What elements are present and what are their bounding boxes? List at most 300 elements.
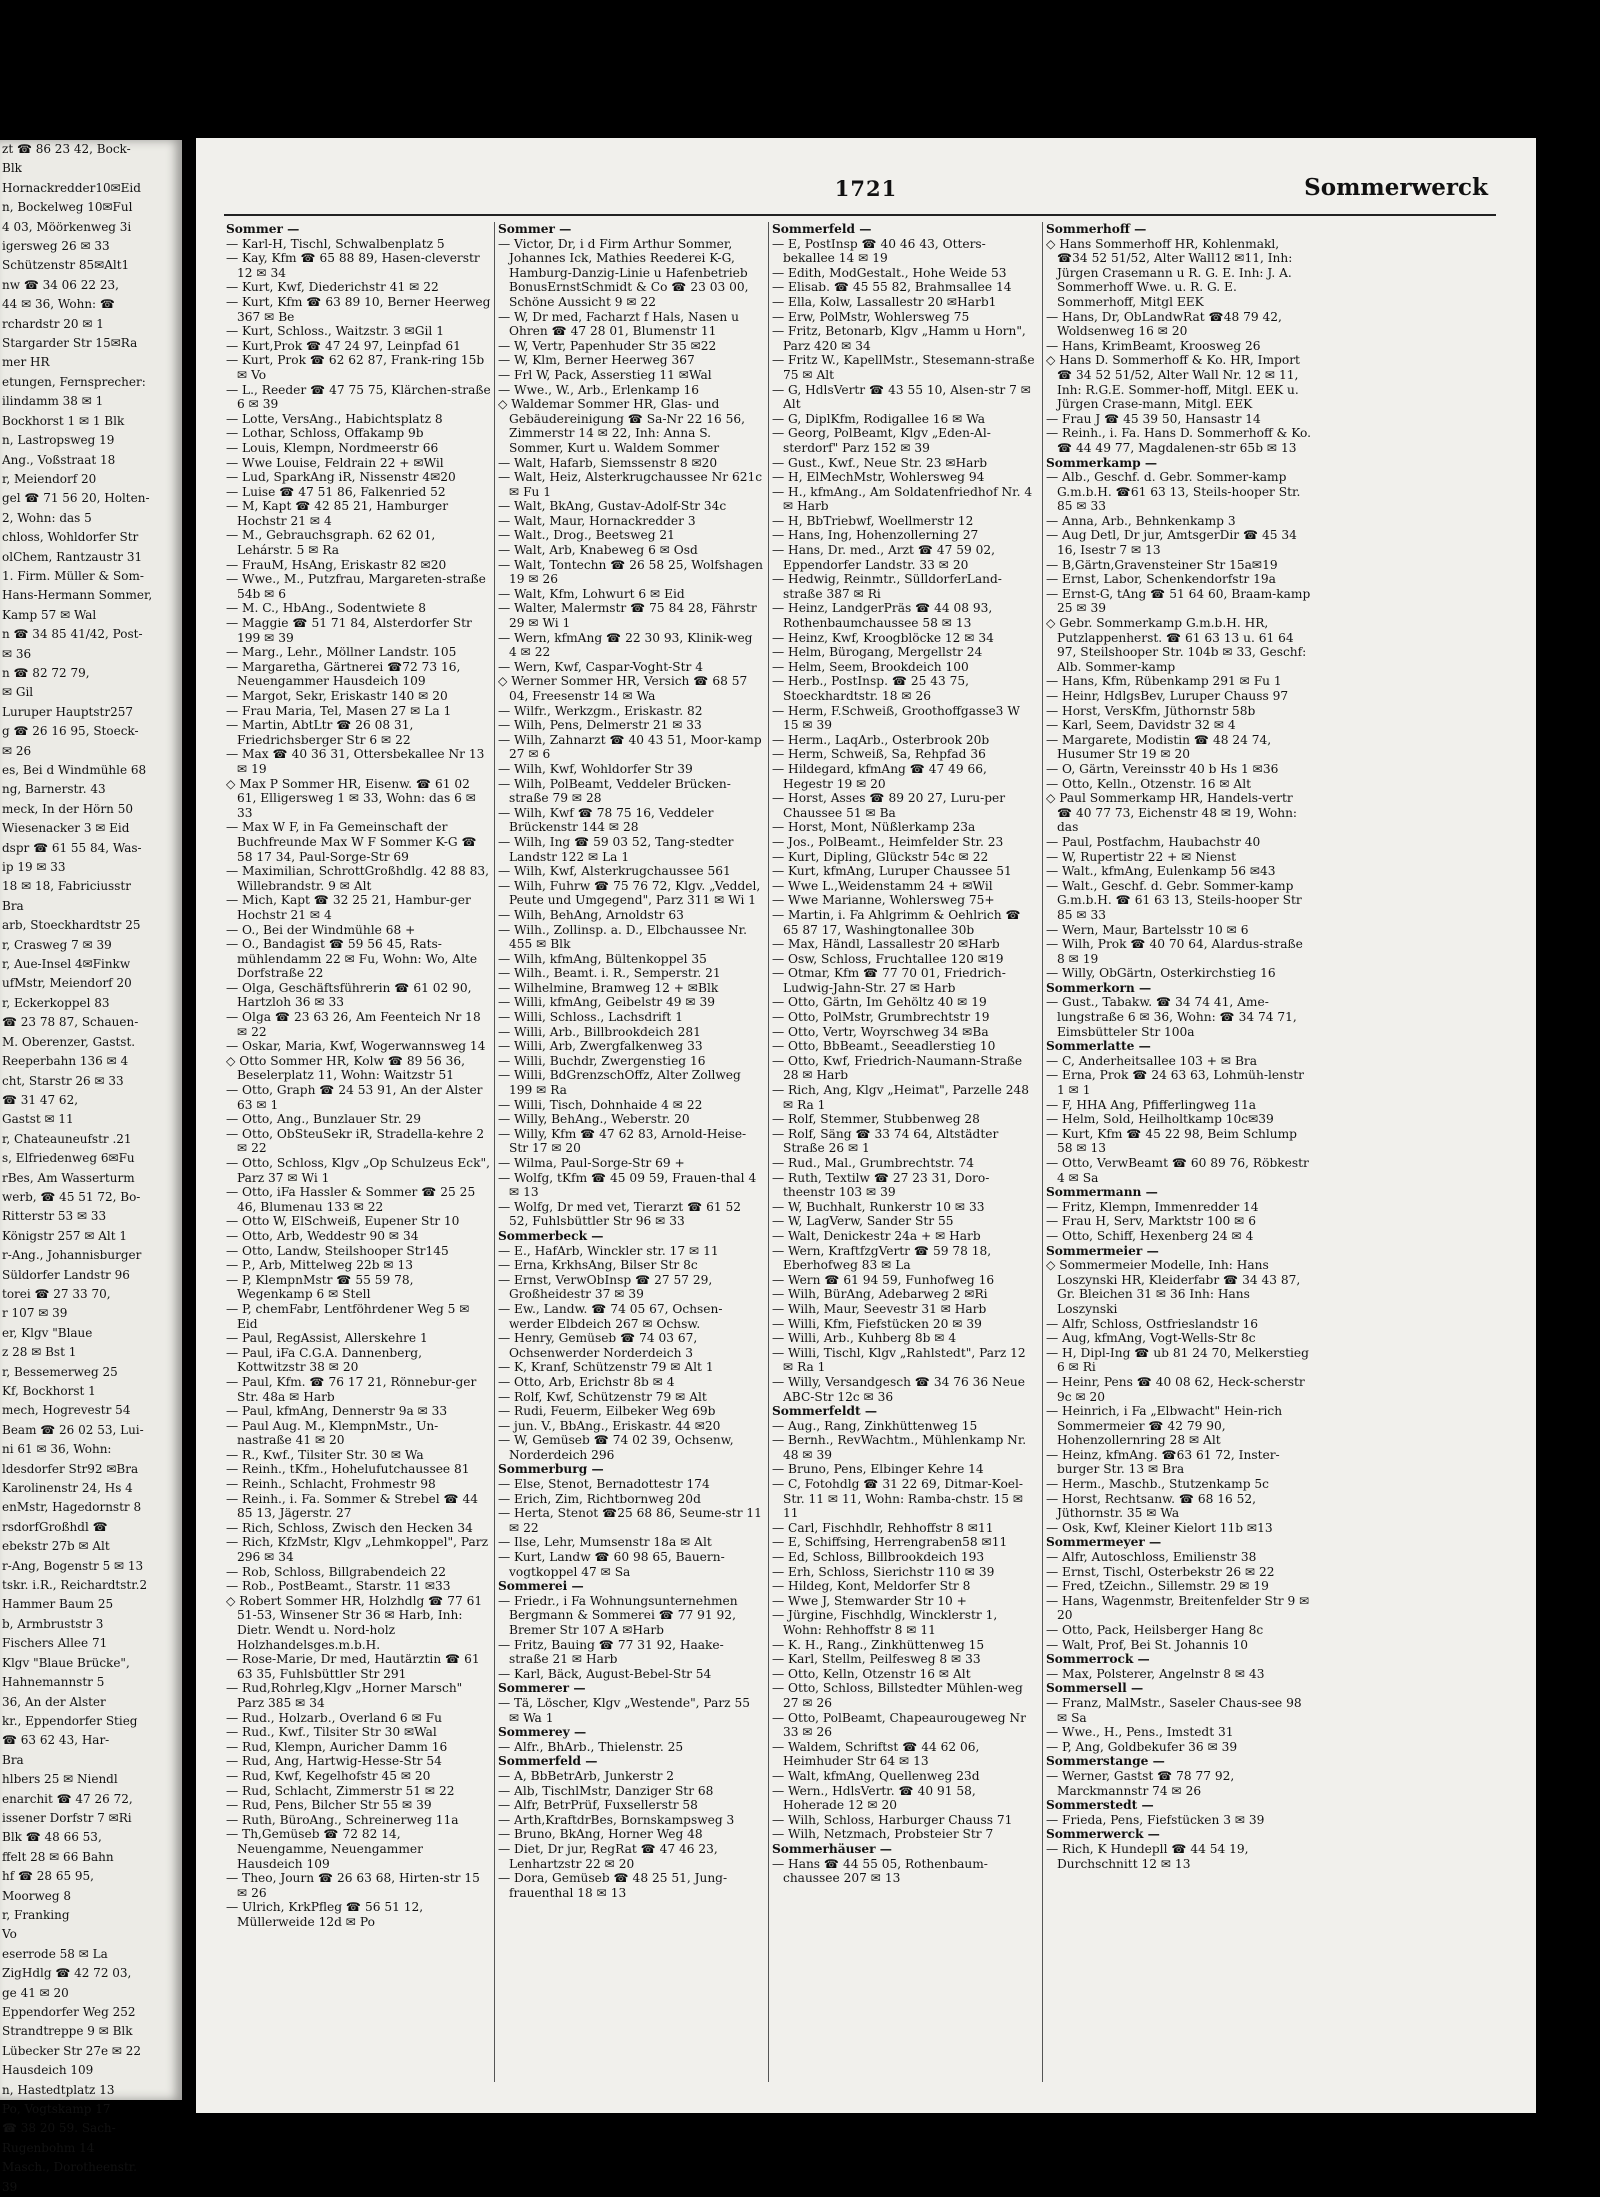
- directory-entry: — Willi, BdGrenzschOffz, Alter Zollweg 199 ✉ Ra: [498, 1068, 741, 1098]
- directory-entry: ◇ Max P Sommer HR, Eisenw. ☎ 61 02 61, Elligersweg 1 ✉ 33, Wohn: das 6 ✉ 33: [226, 776, 476, 820]
- directory-entry: — Otto, Kelln., Otzenstr. 16 ✉ Alt: [1046, 776, 1252, 791]
- left-page-line: dspr ☎ 61 55 84, Was-: [2, 840, 142, 855]
- left-page-line: r 107 ✉ 39: [2, 1306, 68, 1321]
- left-page-line: cht, Starstr 26 ✉ 33: [2, 1073, 124, 1088]
- surname-heading: Sommerfeldt —: [772, 1404, 878, 1419]
- left-page-line: ldesdorfer Str92 ✉Bra: [2, 1461, 139, 1476]
- directory-entry: — Herm., Maschb., Stutzenkamp 5c: [1046, 1477, 1269, 1492]
- directory-entry: — Margarete, Modistin ☎ 48 24 74, Husumer Str 19 ✉ 20: [1046, 732, 1272, 762]
- directory-entry: — W, Klm, Berner Heerweg 367: [498, 353, 695, 368]
- directory-entry: — P., Arb, Mittelweg 22b ✉ 13: [226, 1258, 413, 1273]
- directory-entry: — Horst, Mont, Nüßlerkamp 23a: [772, 820, 976, 835]
- directory-entry: — Hans, KrimBeamt, Kroosweg 26: [1046, 338, 1261, 353]
- directory-entry: — Rud., Holzarb., Overland 6 ✉ Fu: [226, 1710, 442, 1725]
- directory-entry: — Wwe L.,Weidenstamm 24 + ✉Wil: [772, 878, 993, 893]
- directory-entry: — Rich, KfzMstr, Klgv „Lehmkoppel", Parz 296 ✉ 34: [226, 1535, 489, 1565]
- directory-entry: — Wern, Kwf, Caspar-Voght-Str 4: [498, 659, 703, 674]
- left-page-line: Königstr 257 ✉ Alt 1: [2, 1228, 128, 1243]
- directory-entry: — Olga, Geschäftsführerin ☎ 61 02 90, Hartzloh 36 ✉ 33: [226, 980, 472, 1010]
- directory-entry: — Martin, AbtLtr ☎ 26 08 31, Friedrichsberger Str 6 ✉ 22: [226, 718, 414, 747]
- left-page-line: n, Bockelweg 10✉Ful: [2, 200, 133, 215]
- directory-entry: — Wilfr., Werkzgm., Eriskastr. 82: [498, 703, 703, 718]
- left-page-line: Ritterstr 53 ✉ 33: [2, 1209, 107, 1224]
- directory-entry: — Erich, Zim, Richtbornweg 20d: [498, 1491, 701, 1506]
- left-page-line: ZigHdlg ☎ 42 72 03,: [2, 1966, 132, 1981]
- directory-entry: — Rolf, Kwf, Schützenstr 79 ✉ Alt: [498, 1389, 707, 1404]
- directory-entry: — Otto, Schiff, Hexenberg 24 ✉ 4: [1046, 1228, 1254, 1243]
- left-page-line: rsdorfGroßhdl ☎: [2, 1519, 108, 1534]
- directory-entry: — Kurt, Schloss., Waitzstr. 3 ✉Gil 1: [226, 324, 444, 339]
- directory-column-4: [1046, 222, 1311, 2092]
- directory-entry: — Hans, Dr, ObLandwRat ☎48 79 42, Woldsenweg 16 ✉ 20: [1046, 309, 1282, 339]
- directory-entry: — R., Kwf., Tilsiter Str. 30 ✉ Wa: [226, 1447, 424, 1462]
- directory-entry: — Kurt, Kfm ☎ 45 22 98, Beim Schlump 58 ✉ 13: [1046, 1126, 1297, 1156]
- surname-heading: Sommerer —: [498, 1681, 586, 1696]
- directory-entry: — Rud, Klempn, Auricher Damm 16: [226, 1739, 448, 1754]
- directory-entry: — Hildegard, kfmAng ☎ 47 49 66, Hegestr 19 ✉ 20: [772, 761, 987, 791]
- left-page-line: r, Eckerkoppel 83: [2, 995, 110, 1010]
- directory-entry: — W, Vertr, Papenhuder Str 35 ✉22: [498, 338, 717, 353]
- left-page-line: 44 ✉ 36, Wohn: ☎: [2, 297, 115, 312]
- directory-entry: — E, PostInsp ☎ 40 46 43, Otters-bekallee 14 ✉ 19: [772, 236, 986, 266]
- directory-entry: — Ruth, BüroAng., Schreinerweg 11a: [226, 1812, 459, 1827]
- directory-entry: — Georg, PolBeamt, Klgv „Eden-Al-sterdorf" Parz 152 ✉ 39: [772, 426, 991, 455]
- directory-entry: — Erw, PolMstr, Wohlersweg 75: [772, 309, 970, 324]
- directory-entry: — Kurt, Kfm ☎ 63 89 10, Berner Heerweg 367 ✉ Be: [226, 294, 491, 324]
- column-divider: [1042, 222, 1043, 2082]
- directory-entry: — Wilh, Kwf, Wohldorfer Str 39: [498, 761, 693, 776]
- directory-entry: — Gust., Tabakw. ☎ 34 74 41, Ame-lungstraße 6 ✉ 36, Wohn: ☎ 34 74 71, Eimsbütteler Str 100a: [1046, 995, 1297, 1039]
- directory-entry: — Kurt,Prok ☎ 47 24 97, Leinpfad 61: [226, 338, 461, 353]
- left-page-line: ☎ 23 78 87, Schauen-: [2, 1015, 139, 1030]
- directory-entry: — Walter, Malermstr ☎ 75 84 28, Fährstr 29 ✉ Wi 1: [498, 601, 757, 631]
- surname-heading: Sommermann —: [1046, 1185, 1158, 1200]
- left-page-line: 39: [2, 2179, 18, 2194]
- directory-entry: — Bernh., RevWachtm., Mühlenkamp Nr. 48 ✉ 39: [772, 1433, 1027, 1462]
- directory-entry: — Gust., Kwf., Neue Str. 23 ✉Harb: [772, 455, 988, 470]
- directory-entry: — Ernst-G, tAng ☎ 51 64 60, Braam-kamp 25 ✉ 39: [1046, 586, 1311, 616]
- left-page-line: issener Dorfstr 7 ✉Ri: [2, 1810, 132, 1825]
- directory-entry: — L., Reeder ☎ 47 75 75, Klärchen-straße 6 ✉ 39: [226, 382, 491, 412]
- directory-column-1: [226, 222, 491, 2092]
- directory-entry: — Herm., LaqArb., Osterbrook 20b: [772, 732, 990, 747]
- directory-entry: — Olga ☎ 23 63 26, Am Feenteich Nr 18 ✉ 22: [226, 1010, 481, 1039]
- directory-entry: — Wern, kfmAng ☎ 22 30 93, Klinik-weg 4 ✉ 22: [498, 630, 753, 660]
- surname-heading: Sommer —: [226, 222, 300, 236]
- directory-entry: — Wilh, Schloss, Harburger Chauss 71: [772, 1812, 1013, 1827]
- surname-heading: Sommerrock —: [1046, 1652, 1150, 1667]
- left-page-line: r, Crasweg 7 ✉ 39: [2, 937, 112, 952]
- directory-entry: — E., HafArb, Winckler str. 17 ✉ 11: [498, 1243, 719, 1258]
- directory-entry: — Rud, Pens, Bilcher Str 55 ✉ 39: [226, 1798, 432, 1813]
- left-page-line: 18 ✉ 18, Fabriciusstr: [2, 879, 131, 894]
- directory-entry: — Kurt, Landw ☎ 60 98 65, Bauern-vogtkoppel 47 ✉ Sa: [498, 1550, 725, 1579]
- left-page-line: z 28 ✉ Bst 1: [2, 1345, 77, 1360]
- directory-entry: ◇ Werner Sommer HR, Versich ☎ 68 57 04, Freesenstr 14 ✉ Wa: [498, 674, 748, 703]
- left-page-line: Reeperbahn 136 ✉ 4: [2, 1054, 129, 1069]
- surname-heading: Sommerey —: [498, 1725, 587, 1740]
- directory-entry: — H, BbTriebwf, Woellmerstr 12: [772, 513, 974, 528]
- directory-entry: — Willi, Schloss., Lachsdrift 1: [498, 1010, 683, 1025]
- surname-heading: Sommermeyer —: [1046, 1535, 1162, 1550]
- left-page-line: mech, Hogrevestr 54: [2, 1403, 131, 1418]
- left-page-line: r-Ang., Johannisburger: [2, 1248, 142, 1263]
- directory-entry: — Otto, Arb, Erichstr 8b ✉ 4: [498, 1374, 675, 1389]
- directory-entry: — Hildeg, Kont, Meldorfer Str 8: [772, 1579, 971, 1594]
- left-page-line: ✉ 36: [2, 646, 32, 661]
- directory-entry: — Fritz, Betonarb, Klgv „Hamm u Horn", Parz 420 ✉ 34: [772, 324, 1026, 353]
- directory-entry: — Paul, iFa C.G.A. Dannenberg, Kottwitzstr 38 ✉ 20: [226, 1345, 422, 1375]
- left-page-line: 2, Wohn: das 5: [2, 510, 92, 525]
- left-page-line: meck, In der Hörn 50: [2, 801, 133, 816]
- left-page-line: Po, Vogtskamp 17: [2, 2102, 111, 2117]
- directory-entry: — Willi, Tischl, Klgv „Rahlstedt", Parz 12 ✉ Ra 1: [772, 1345, 1026, 1375]
- directory-entry: — Rich, Schloss, Zwisch den Hecken 34: [226, 1520, 473, 1535]
- directory-entry: — Heinz, LandgerPräs ☎ 44 08 93, Rothenbaumchaussee 58 ✉ 13: [772, 601, 993, 631]
- directory-entry: — Ernst, VerwObInsp ☎ 27 57 29, Großheidestr 37 ✉ 39: [498, 1272, 713, 1302]
- directory-entry: — Herm, F.Schweiß, Groothoffgasse3 W 15 ✉ 39: [772, 703, 1020, 733]
- directory-entry: — Otmar, Kfm ☎ 77 70 01, Friedrich-Ludwig-Jahn-Str. 27 ✉ Harb: [772, 966, 1006, 995]
- directory-entry: — Rud., Kwf., Tilsiter Str 30 ✉Wal: [226, 1725, 437, 1740]
- left-page-line: mer HR: [2, 355, 50, 370]
- directory-entry: — Hans, Kfm, Rübenkamp 291 ✉ Fu 1: [1046, 674, 1282, 689]
- surname-heading: Sommerwerck —: [1046, 1827, 1160, 1842]
- directory-entry: — Walt., Geschf. d. Gebr. Sommer-kamp G.m.b.H. ☎ 61 63 13, Steils-hooper Str 85 ✉ 33: [1046, 878, 1302, 922]
- directory-entry: — Bruno, Pens, Elbinger Kehre 14: [772, 1462, 984, 1477]
- directory-entry: — Paul, kfmAng, Dennerstr 9a ✉ 33: [226, 1404, 448, 1419]
- directory-entry: — Heinrich, i Fa „Elbwacht" Hein-rich Sommermeier ☎ 42 79 90, Hohenzollernring 28 ✉ Alt: [1046, 1404, 1283, 1448]
- directory-entry: — Erna, KrkhsAng, Bilser Str 8c: [498, 1258, 698, 1273]
- directory-entry: — Aug, kfmAng, Vogt-Wells-Str 8c: [1046, 1331, 1256, 1346]
- left-page-line: Hahnemannstr 5: [2, 1675, 105, 1690]
- directory-entry: — Rich, Ang, Klgv „Heimat", Parzelle 248 ✉ Ra 1: [772, 1083, 1029, 1112]
- directory-entry: — Osk, Kwf, Kleiner Kielort 11b ✉13: [1046, 1520, 1273, 1535]
- left-page-line: Luruper Hauptstr257: [2, 704, 133, 719]
- left-page-line: nw ☎ 34 06 22 23,: [2, 277, 119, 292]
- left-page-line: Hornackredder10✉Eid: [2, 180, 141, 195]
- directory-entry: — Wilh, Kwf, Alsterkrugchaussee 561: [498, 864, 731, 879]
- directory-entry: — Willi, Buchdr, Zwergenstieg 16: [498, 1053, 706, 1068]
- left-page-line: Moorweg 8: [2, 1888, 71, 1903]
- directory-entry: — Otto, Kelln, Otzenstr 16 ✉ Alt: [772, 1666, 971, 1681]
- directory-entry: — Wilh, Ing ☎ 59 03 52, Tang-stedter Landstr 122 ✉ La 1: [498, 834, 734, 864]
- directory-entry: — Hans, Wagenmstr, Breitenfelder Str 9 ✉ 20: [1046, 1593, 1310, 1623]
- directory-entry: — Wilh, BürAng, Adebarweg 2 ✉Ri: [772, 1287, 988, 1302]
- directory-entry: — Otto, Vertr, Woyrschweg 34 ✉Ba: [772, 1024, 989, 1039]
- directory-entry: — Otto, PolBeamt, Chapeaurougeweg Nr 33 ✉ 26: [772, 1710, 1026, 1740]
- directory-entry: — Wilh., Beamt. i. R., Semperstr. 21: [498, 966, 721, 981]
- directory-entry: — Diet, Dr jur, RegRat ☎ 47 46 23, Lenhartzstr 22 ✉ 20: [498, 1841, 718, 1871]
- left-page-line: Fischers Allee 71: [2, 1636, 108, 1651]
- directory-entry: — Kurt, Prok ☎ 62 62 87, Frank-ring 15b ✉ Vo: [226, 353, 485, 382]
- directory-entry: — K, Kranf, Schützenstr 79 ✉ Alt 1: [498, 1360, 714, 1375]
- directory-entry: — O, Gärtn, Vereinsstr 40 b Hs 1 ✉36: [1046, 761, 1279, 776]
- directory-entry: — Alb, TischlMstr, Danziger Str 68: [498, 1783, 714, 1798]
- left-page-line: r, Franking: [2, 1907, 70, 1922]
- directory-entry: — Karl, Seem, Davidstr 32 ✉ 4: [1046, 718, 1236, 733]
- directory-entry: — Rud., Mal., Grumbrechtstr. 74: [772, 1156, 975, 1170]
- left-page-line: Karolinenstr 24, Hs 4: [2, 1481, 133, 1496]
- directory-entry: — C, Anderheitsallee 103 + ✉ Bra: [1046, 1053, 1258, 1068]
- directory-entry: — P, Ang, Goldbekufer 36 ✉ 39: [1046, 1739, 1238, 1754]
- directory-entry: — Walt, Denickestr 24a + ✉ Harb: [772, 1228, 981, 1243]
- left-page-line: Vo: [2, 1927, 17, 1942]
- directory-entry: — Otto, Arb, Weddestr 90 ✉ 34: [226, 1228, 419, 1243]
- directory-entry: — Paul, Kfm. ☎ 76 17 21, Rönnebur-ger Str. 48a ✉ Harb: [226, 1374, 477, 1404]
- directory-entry: — Aug., Rang, Zinkhüttenweg 15: [772, 1418, 978, 1433]
- left-page-line: Hammer Baum 25: [2, 1597, 114, 1612]
- directory-entry: — Henry, Gemüseb ☎ 74 03 67, Ochsenwerder Norderdeich 3: [498, 1331, 698, 1360]
- surname-heading: Sommerkamp —: [1046, 455, 1158, 470]
- directory-entry: — Paul Aug. M., KlempnMstr., Un-nastraße 41 ✉ 20: [226, 1418, 439, 1448]
- left-page-line: Ang., Voßstraat 18: [2, 452, 116, 467]
- left-page-line: Lübecker Str 27e ✉ 22: [2, 2043, 142, 2058]
- directory-entry: — M. C., HbAng., Sodentwiete 8: [226, 601, 427, 616]
- directory-entry: — Otto, VerwBeamt ☎ 60 89 76, Röbkestr 4 ✉ Sa: [1046, 1156, 1309, 1185]
- directory-entry: — Reinh., tKfm., Hohelufutchaussee 81: [226, 1462, 470, 1477]
- left-page-line: Kf, Bockhorst 1: [2, 1384, 96, 1398]
- directory-entry: — Willy, Versandgesch ☎ 34 76 36 Neue ABC-Str 12c ✉ 36: [772, 1374, 1025, 1404]
- surname-heading: Sommerburg —: [498, 1462, 604, 1477]
- directory-entry: — O., Bandagist ☎ 59 56 45, Rats-mühlendamm 22 ✉ Fu, Wohn: Wo, Alte Dorfstraße 22: [226, 937, 478, 981]
- directory-entry: — Otto, Landw, Steilshooper Str145: [226, 1243, 449, 1258]
- directory-entry: — E, Schiffsing, Herrengraben58 ✉11: [772, 1535, 1008, 1550]
- directory-entry: — Ernst, Labor, Schenkendorfstr 19a: [1046, 572, 1276, 587]
- directory-entry: — Willi, Arb., Billbrookdeich 281: [498, 1024, 701, 1039]
- left-page-line: r, Chateauneufstr .21: [2, 1131, 132, 1146]
- directory-entry: — Hedwig, Reinmtr., SülldorferLand-straße 387 ✉ Ri: [772, 572, 1002, 601]
- left-page-line: Hausdeich 109: [2, 2063, 94, 2078]
- directory-entry: — Wwe Louise, Feldrain 22 + ✉Wil: [226, 455, 444, 470]
- directory-entry: — Karl, Bäck, August-Bebel-Str 54: [498, 1666, 712, 1681]
- directory-entry: — P, chemFabr, Lentföhrdener Weg 5 ✉ Eid: [226, 1301, 470, 1331]
- left-page-line: M. Oberenzer, Gastst.: [2, 1034, 136, 1049]
- left-page-line: g ☎ 26 16 95, Stoeck-: [2, 724, 139, 739]
- left-page-line: zt ☎ 86 23 42, Bock-: [2, 142, 131, 156]
- directory-entry: — Margaretha, Gärtnerei ☎72 73 16, Neuengammer Hausdeich 109: [226, 659, 461, 689]
- directory-entry: — Willi, Arb, Zwergfalkenweg 33: [498, 1039, 703, 1054]
- column-divider: [494, 222, 495, 2082]
- directory-entry: — W, Rupertistr 22 + ✉ Nienst: [1046, 849, 1237, 864]
- directory-entry: — Willi, kfmAng, Geibelstr 49 ✉ 39: [498, 995, 715, 1010]
- directory-entry: — Frau H, Serv, Marktstr 100 ✉ 6: [1046, 1214, 1256, 1229]
- directory-entry: — Kurt, Dipling, Glückstr 54c ✉ 22: [772, 849, 989, 864]
- directory-entry: — Luise ☎ 47 51 86, Falkenried 52: [226, 484, 446, 499]
- directory-entry: — Willi, Tisch, Dohnhaide 4 ✉ 22: [498, 1097, 703, 1112]
- directory-entry: — Tä, Löscher, Klgv „Westende", Parz 55 ✉ Wa 1: [498, 1695, 750, 1725]
- directory-entry: ◇ Hans Sommerhoff HR, Kohlenmakl, ☎34 52 51/52, Alter Wall12 ✉11, Inh: Jürgen Crasemann u R. G. E. Inh: J. A. Sommerhoff Wwe. u. R. G. E. Sommerhoff, Mitgl EEK: [1046, 236, 1293, 309]
- directory-entry: — Otto, Pack, Heilsberger Hang 8c: [1046, 1623, 1264, 1637]
- left-page-line: es, Bei d Windmühle 68: [2, 763, 147, 777]
- directory-entry: — Horst, VersKfm, Jüthornstr 58b: [1046, 703, 1256, 718]
- directory-entry: — Hans, Ing, Hohenzollerning 27: [772, 528, 979, 543]
- directory-entry: ◇ Gebr. Sommerkamp G.m.b.H. HR, Putzlappenherst. ☎ 61 63 13 u. 61 64 97, Steilshooper Str. 104b ✉ 33, Geschf: Alb. Sommer-kamp: [1046, 616, 1307, 674]
- directory-entry: — Marg., Lehr., Möllner Landstr. 105: [226, 645, 457, 660]
- directory-entry: — Kay, Kfm ☎ 65 88 89, Hasen-cleverstr 12 ✉ 34: [226, 251, 480, 280]
- surname-heading: Sommer —: [498, 222, 572, 236]
- directory-entry: — Wilh, Kwf ☎ 78 75 16, Veddeler Brückenstr 144 ✉ 28: [498, 805, 714, 835]
- left-page-line: Süldorfer Landstr 96: [2, 1267, 130, 1282]
- directory-entry: — Frau Maria, Tel, Masen 27 ✉ La 1: [226, 703, 452, 718]
- left-page-line: Bra: [2, 898, 24, 913]
- left-page-line: gel ☎ 71 56 20, Holten-: [2, 491, 150, 506]
- directory-entry: — Ernst, Tischl, Osterbekstr 26 ✉ 22: [1046, 1564, 1275, 1579]
- directory-entry: — H, ElMechMstr, Wohlersweg 94: [772, 470, 985, 485]
- directory-column-3: [772, 222, 1037, 2092]
- left-page-line: Klgv "Blaue Brücke",: [2, 1655, 130, 1670]
- left-page-line: arb, Stoeckhardtstr 25: [2, 918, 141, 933]
- surname-heading: Sommerei —: [498, 1579, 584, 1594]
- directory-entry: — P, KlempnMstr ☎ 55 59 78, Wegenkamp 6 ✉ Stell: [226, 1272, 414, 1302]
- directory-entry: — W, Dr med, Facharzt f Hals, Nasen u Ohren ☎ 47 28 01, Blumenstr 11: [498, 309, 739, 339]
- directory-entry: — Otto W, ElSchweiß, Eupener Str 10: [226, 1214, 460, 1229]
- directory-entry: — Walt., Drog., Beetsweg 21: [498, 528, 675, 543]
- surname-heading: Sommerfeld —: [498, 1754, 598, 1769]
- left-page-line: ☎ 31 47 62,: [2, 1092, 79, 1107]
- left-page-line: Gastst ✉ 11: [2, 1112, 74, 1127]
- surname-heading: Sommermeier —: [1046, 1243, 1159, 1258]
- directory-entry: — Waldem, Schriftst ☎ 44 62 06, Heimhuder Str 64 ✉ 13: [772, 1739, 980, 1769]
- left-page-line: s, Elfriedenweg 6✉Fu: [2, 1151, 135, 1166]
- directory-entry: — Wern, Maur, Bartelsstr 10 ✉ 6: [1046, 922, 1249, 937]
- directory-entry: — Willy, BehAng., Weberstr. 20: [498, 1112, 690, 1127]
- directory-entry: — Osw, Schloss, Fruchtallee 120 ✉19: [772, 951, 1004, 966]
- left-page-line: 36, An der Alster: [2, 1694, 106, 1709]
- left-page-fragment: [0, 140, 182, 2194]
- surname-heading: Sommerfeld —: [772, 222, 872, 236]
- surname-heading: Sommerlatte —: [1046, 1039, 1151, 1054]
- directory-entry: — Herta, Stenot ☎25 68 86, Seume-str 11 ✉ 22: [498, 1506, 762, 1535]
- directory-entry: — Maggie ☎ 51 71 84, Alsterdorfer Str 199 ✉ 39: [226, 616, 472, 645]
- directory-entry: — Ruth, Textilw ☎ 27 23 31, Doro-theenstr 103 ✉ 39: [772, 1170, 990, 1200]
- left-page-line: kr., Eppendorfer Stieg: [2, 1713, 138, 1728]
- directory-entry: — Wilh, Maur, Seevestr 31 ✉ Harb: [772, 1301, 987, 1316]
- directory-entry: — Alfr, Schloss, Ostfrieslandstr 16: [1046, 1316, 1259, 1331]
- directory-entry: — Louis, Klempn, Nordmeerstr 66: [226, 440, 439, 455]
- directory-entry: — Jos., PolBeamt., Heimfelder Str. 23: [772, 834, 1004, 849]
- directory-entry: — Walt, Kfm, Lohwurt 6 ✉ Eid: [498, 586, 685, 601]
- directory-entry: — Helm, Seem, Brookdeich 100: [772, 659, 969, 674]
- surname-heading: Sommerstedt —: [1046, 1798, 1154, 1813]
- directory-entry: — Helm, Sold, Heilholtkamp 10c✉39: [1046, 1112, 1274, 1127]
- directory-entry: — Wwe., M., Putzfrau, Margareten-straße 54b ✉ 6: [226, 572, 486, 601]
- directory-entry: — Fritz W., KapellMstr., Stesemann-straße 75 ✉ Alt: [772, 353, 1035, 382]
- directory-entry: — C, Fotohdlg ☎ 31 22 69, Ditmar-Koel-Str. 11 ✉ 11, Wohn: Ramba-chstr. 15 ✉ 11: [772, 1477, 1024, 1521]
- directory-entry: — M., Gebrauchsgraph. 62 62 01, Lehárstr. 5 ✉ Ra: [226, 528, 436, 558]
- left-page-line: ni 61 ✉ 36, Wohn:: [2, 1442, 112, 1457]
- left-page-line: n, Lastropsweg 19: [2, 433, 115, 448]
- directory-entry: — K. H., Rang., Zinkhüttenweg 15: [772, 1637, 985, 1652]
- directory-entry: — Wwe., H., Pens., Imstedt 31: [1046, 1725, 1234, 1740]
- directory-entry: — Rud, Kwf, Kegelhofstr 45 ✉ 20: [226, 1768, 431, 1783]
- left-page-line: 1. Firm. Müller & Som-: [2, 568, 144, 583]
- directory-entry: — Reinh., i. Fa. Hans D. Sommerhoff & Ko. ☎ 44 49 77, Magdalenen-str 65b ✉ 13: [1046, 426, 1311, 455]
- directory-entry: — jun. V., BbAng., Eriskastr. 44 ✉20: [498, 1418, 721, 1433]
- left-page-line: ufMstr, Meiendorf 20: [2, 976, 132, 991]
- left-page-line: r, Bessemerweg 25: [2, 1364, 118, 1379]
- directory-entry: ◇ Hans D. Sommerhoff & Ko. HR, Import ☎ 34 52 51/52, Alter Wall Nr. 12 ✉ 11, Inh: R.G.E. Sommer-hoff, Mitgl. EEK u. Jürgen Crase-mann, Mitgl. EEK: [1046, 353, 1300, 412]
- directory-entry: — Wwe., W., Arb., Erlenkamp 16: [498, 382, 699, 397]
- left-page-line: ilindamm 38 ✉ 1: [2, 394, 104, 409]
- directory-entry: — Wwe J, Stemwarder Str 10 +: [772, 1593, 967, 1608]
- left-page-line: ng, Barnerstr. 43: [2, 782, 106, 797]
- left-page-line: rchardstr 20 ✉ 1: [2, 316, 104, 331]
- directory-entry: — Heinr, HdlgsBev, Luruper Chauss 97: [1046, 689, 1289, 703]
- left-page-line: igersweg 26 ✉ 33: [2, 239, 110, 254]
- directory-entry: — Walt, Heiz, Alsterkrugchaussee Nr 621c ✉ Fu 1: [498, 470, 763, 499]
- directory-entry: — Lotte, VersAng., Habichtsplatz 8: [226, 411, 443, 426]
- directory-entry: — H, Dipl-Ing ☎ ub 81 24 70, Melkerstieg 6 ✉ Ri: [1046, 1345, 1309, 1375]
- directory-entry: — Otto, Schloss, Billstedter Mühlen-weg 27 ✉ 26: [772, 1681, 1023, 1710]
- directory-entry: — Willy, Kfm ☎ 47 62 83, Arnold-Heise-Str 17 ✉ 20: [498, 1126, 747, 1156]
- directory-entry: — Mich, Kapt ☎ 32 25 21, Hambur-ger Hochstr 21 ✉ 4: [226, 893, 471, 922]
- left-page-line: ffelt 28 ✉ 66 Bahn: [2, 1849, 114, 1864]
- directory-entry: — Reinh., i. Fa. Sommer & Strebel ☎ 44 85 13, Jägerstr. 27: [226, 1491, 479, 1521]
- directory-entry: — Otto, Schloss, Klgv „Op Schulzeus Eck", Parz 37 ✉ Wi 1: [226, 1156, 490, 1185]
- directory-entry: — Wolfg, tKfm ☎ 45 09 59, Frauen-thal 4 ✉ 13: [498, 1170, 757, 1200]
- directory-entry: — Walt, BkAng, Gustav-Adolf-Str 34c: [498, 499, 727, 514]
- directory-entry: — Wilhelmine, Bramweg 12 + ✉Blk: [498, 980, 719, 995]
- left-page-line: etungen, Fernsprecher:: [2, 374, 146, 389]
- directory-entry: — Rose-Marie, Dr med, Hautärztin ☎ 61 63 35, Fuhlsbüttler Str 291: [226, 1652, 480, 1681]
- directory-entry: — Rich, K Hundepll ☎ 44 54 19, Durchschnitt 12 ✉ 13: [1046, 1841, 1249, 1871]
- directory-entry: — Otto, Graph ☎ 24 53 91, An der Alster 63 ✉ 1: [226, 1083, 483, 1112]
- directory-entry: — Willi, Kfm, Fiefstücken 20 ✉ 39: [772, 1316, 982, 1331]
- left-page-line: Kamp 57 ✉ Wal: [2, 607, 97, 622]
- directory-entry: — Werner, Gastst ☎ 78 77 92, Marckmannstr 74 ✉ 26: [1046, 1768, 1235, 1798]
- directory-entry: — Frieda, Pens, Fiefstücken 3 ✉ 39: [1046, 1812, 1265, 1827]
- left-page-line: Strandtreppe 9 ✉ Blk: [2, 2024, 133, 2039]
- directory-entry: — Rob, Schloss, Billgrabendeich 22: [226, 1564, 447, 1579]
- left-page-line: enarchit ☎ 47 26 72,: [2, 1791, 133, 1806]
- directory-entry: — Maximilian, SchrottGroßhdlg. 42 88 83, Willebrandstr. 9 ✉ Alt: [226, 864, 489, 893]
- directory-entry: — W, Gemüseb ☎ 74 02 39, Ochsenw, Norderdeich 296: [498, 1433, 734, 1462]
- directory-entry: — Willy, ObGärtn, Osterkirchstieg 16: [1046, 966, 1276, 981]
- directory-entry: — G, HdlsVertr ☎ 43 55 10, Alsen-str 7 ✉ Alt: [772, 382, 1031, 412]
- directory-entry: — Walt, Maur, Hornackredder 3: [498, 513, 696, 528]
- directory-entry: — Rud, Ang, Hartwig-Hesse-Str 54: [226, 1754, 442, 1769]
- directory-entry: — Martin, i. Fa Ahlgrimm & Oehlrich ☎ 65 87 17, Washingtonallee 30b: [772, 907, 1021, 937]
- directory-entry: — Wilh, BehAng, Arnoldstr 63: [498, 907, 684, 922]
- directory-entry: — Otto, ObSteuSekr iR, Stradella-kehre 2 ✉ 22: [226, 1126, 485, 1156]
- directory-entry: — B,Gärtn,Gravensteiner Str 15a✉19: [1046, 557, 1278, 572]
- left-page-line: ✉ 26: [2, 743, 32, 758]
- column-divider: [768, 222, 769, 2082]
- directory-entry: — Otto, Gärtn, Im Gehöltz 40 ✉ 19: [772, 995, 987, 1010]
- directory-entry: — FrauM, HsAng, Eriskastr 82 ✉20: [226, 557, 447, 572]
- surname-heading: Sommerhoff —: [1046, 222, 1147, 236]
- directory-entry: — Paul, Postfachm, Haubachstr 40: [1046, 834, 1261, 849]
- directory-entry: — Hans, Dr. med., Arzt ☎ 47 59 02, Eppendorfer Landstr. 33 ✉ 20: [772, 543, 996, 572]
- left-page-line: werb, ☎ 45 51 72, Bo-: [2, 1189, 141, 1204]
- directory-entry: — Otto, iFa Hassler & Sommer ☎ 25 25 46, Blumenau 133 ✉ 22: [226, 1185, 476, 1214]
- directory-entry: — Herm, Schweiß, Sa, Rehpfad 36: [772, 747, 986, 762]
- directory-entry: — Dora, Gemüseb ☎ 48 25 51, Jung-frauenthal 18 ✉ 13: [498, 1871, 728, 1900]
- left-page-line: ge 41 ✉ 20: [2, 1985, 69, 2000]
- left-page-line: olChem, Rantzaustr 31: [2, 549, 143, 564]
- running-head: Sommerwerck: [1304, 174, 1488, 201]
- left-page-line: Eppendorfer Weg 252: [2, 2005, 136, 2019]
- directory-entry: — Ulrich, KrkPfleg ☎ 56 51 12, Müllerweide 12d ✉ Po: [226, 1900, 424, 1929]
- directory-entry: — Wilma, Paul-Sorge-Str 69 +: [498, 1156, 685, 1170]
- left-page-line: enMstr, Hagedornstr 8: [2, 1500, 142, 1515]
- directory-entry: — Helm, Bürogang, Mergellstr 24: [772, 645, 983, 660]
- left-page-line: Blk ☎ 48 66 53,: [2, 1830, 102, 1845]
- left-page-line: Hans-Hermann Sommer,: [2, 588, 153, 603]
- directory-entry: — Wilh, Prok ☎ 40 70 64, Alardus-straße 8 ✉ 19: [1046, 937, 1303, 966]
- left-page-line: ☎ 38 20 59. Sach-: [2, 2121, 116, 2136]
- left-page-line: r, Meiendorf 20: [2, 471, 97, 486]
